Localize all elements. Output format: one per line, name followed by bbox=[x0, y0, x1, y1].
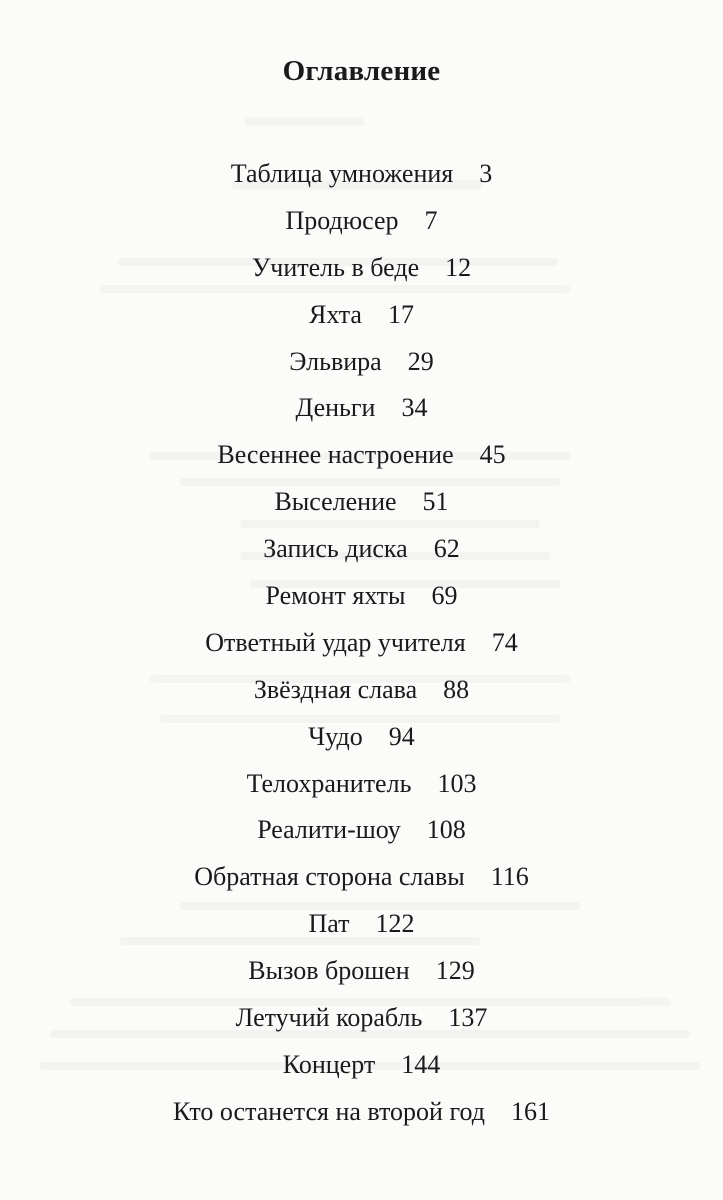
toc-entry-page-number: 3 bbox=[479, 159, 493, 188]
toc-entry-title: Запись диска bbox=[263, 534, 408, 564]
toc-entry bbox=[0, 294, 723, 341]
toc-entry-title: Весеннее настроение bbox=[217, 440, 454, 470]
toc-entry bbox=[0, 622, 723, 669]
toc-entry-page-number: 74 bbox=[491, 627, 518, 657]
toc-entry bbox=[0, 481, 723, 528]
toc-entry bbox=[0, 903, 723, 950]
toc-entry-title: Чудо bbox=[308, 721, 363, 751]
toc-entry bbox=[0, 387, 723, 434]
toc-entry-page-number: 7 bbox=[424, 205, 438, 235]
toc-entry bbox=[0, 950, 723, 997]
toc-entry-title: Кто останется на второй год bbox=[173, 1096, 485, 1126]
toc-entry bbox=[0, 153, 723, 200]
toc-entry bbox=[0, 716, 723, 763]
toc-entry-title: Вызов брошен bbox=[248, 956, 410, 986]
toc-entry-page-number: 103 bbox=[437, 768, 477, 798]
toc-entry-title: Учитель в беде bbox=[251, 252, 420, 282]
toc-entry bbox=[0, 434, 723, 481]
toc-entry-page-number: 12 bbox=[445, 252, 472, 282]
toc-entry-page-number: 62 bbox=[433, 534, 460, 564]
toc-entry-page-number: 34 bbox=[401, 393, 428, 423]
toc-entry-page-number: 137 bbox=[448, 1003, 488, 1033]
toc-entry-page-number: 29 bbox=[407, 346, 434, 376]
toc-entry-page-number: 108 bbox=[426, 815, 466, 845]
toc-entry-title: Обратная сторона славы bbox=[194, 862, 465, 892]
toc-entry bbox=[0, 809, 723, 856]
toc-entry-page-number: 88 bbox=[443, 674, 470, 704]
contents-heading: Оглавление bbox=[282, 55, 441, 88]
toc-entry-title: Звёздная слава bbox=[253, 674, 418, 704]
toc-entry-page-number: 161 bbox=[510, 1096, 550, 1126]
toc-entry bbox=[0, 856, 723, 903]
toc-entry-title: Эльвира bbox=[289, 346, 382, 376]
toc-entry-page-number: 122 bbox=[375, 909, 415, 939]
toc-entry-page-number: 129 bbox=[435, 956, 475, 986]
toc-entry-page-number: 17 bbox=[387, 299, 414, 329]
toc-entry-title: Продюсер bbox=[285, 205, 399, 235]
toc-entry bbox=[0, 528, 723, 575]
toc-entry-title: Ремонт яхты bbox=[265, 581, 406, 611]
toc-entry bbox=[0, 1044, 723, 1091]
toc-entry bbox=[0, 341, 723, 388]
toc-entry-title: Таблица умножения bbox=[230, 159, 454, 188]
toc-entry-title: Яхта bbox=[309, 299, 362, 329]
toc-entry-title: Ответный удар учителя bbox=[205, 627, 466, 657]
toc-entry bbox=[0, 575, 723, 622]
toc-entry-page-number: 45 bbox=[479, 440, 506, 470]
toc-entry bbox=[0, 763, 723, 810]
toc-entry bbox=[0, 200, 723, 247]
toc-entry-page-number: 116 bbox=[490, 862, 529, 892]
toc-entry bbox=[0, 1091, 723, 1138]
toc-entry-title: Концерт bbox=[282, 1049, 376, 1079]
toc-entry-page-number: 94 bbox=[388, 721, 415, 751]
toc-entry bbox=[0, 247, 723, 294]
toc-entry bbox=[0, 669, 723, 716]
toc-entry-page-number: 144 bbox=[401, 1049, 441, 1079]
toc-entry-title: Летучий корабль bbox=[235, 1003, 423, 1033]
toc-entry-title: Телохранитель bbox=[246, 768, 412, 798]
toc-entry-title: Пат bbox=[308, 909, 350, 939]
toc-entry-title: Выселение bbox=[274, 487, 397, 517]
toc-entry-title: Деньги bbox=[295, 393, 376, 423]
toc-entry-page-number: 69 bbox=[431, 581, 458, 611]
table-of-contents bbox=[0, 153, 723, 1138]
toc-entry-title: Реалити-шоу bbox=[257, 815, 401, 845]
toc-entry-page-number: 51 bbox=[422, 487, 449, 517]
toc-entry bbox=[0, 997, 723, 1044]
